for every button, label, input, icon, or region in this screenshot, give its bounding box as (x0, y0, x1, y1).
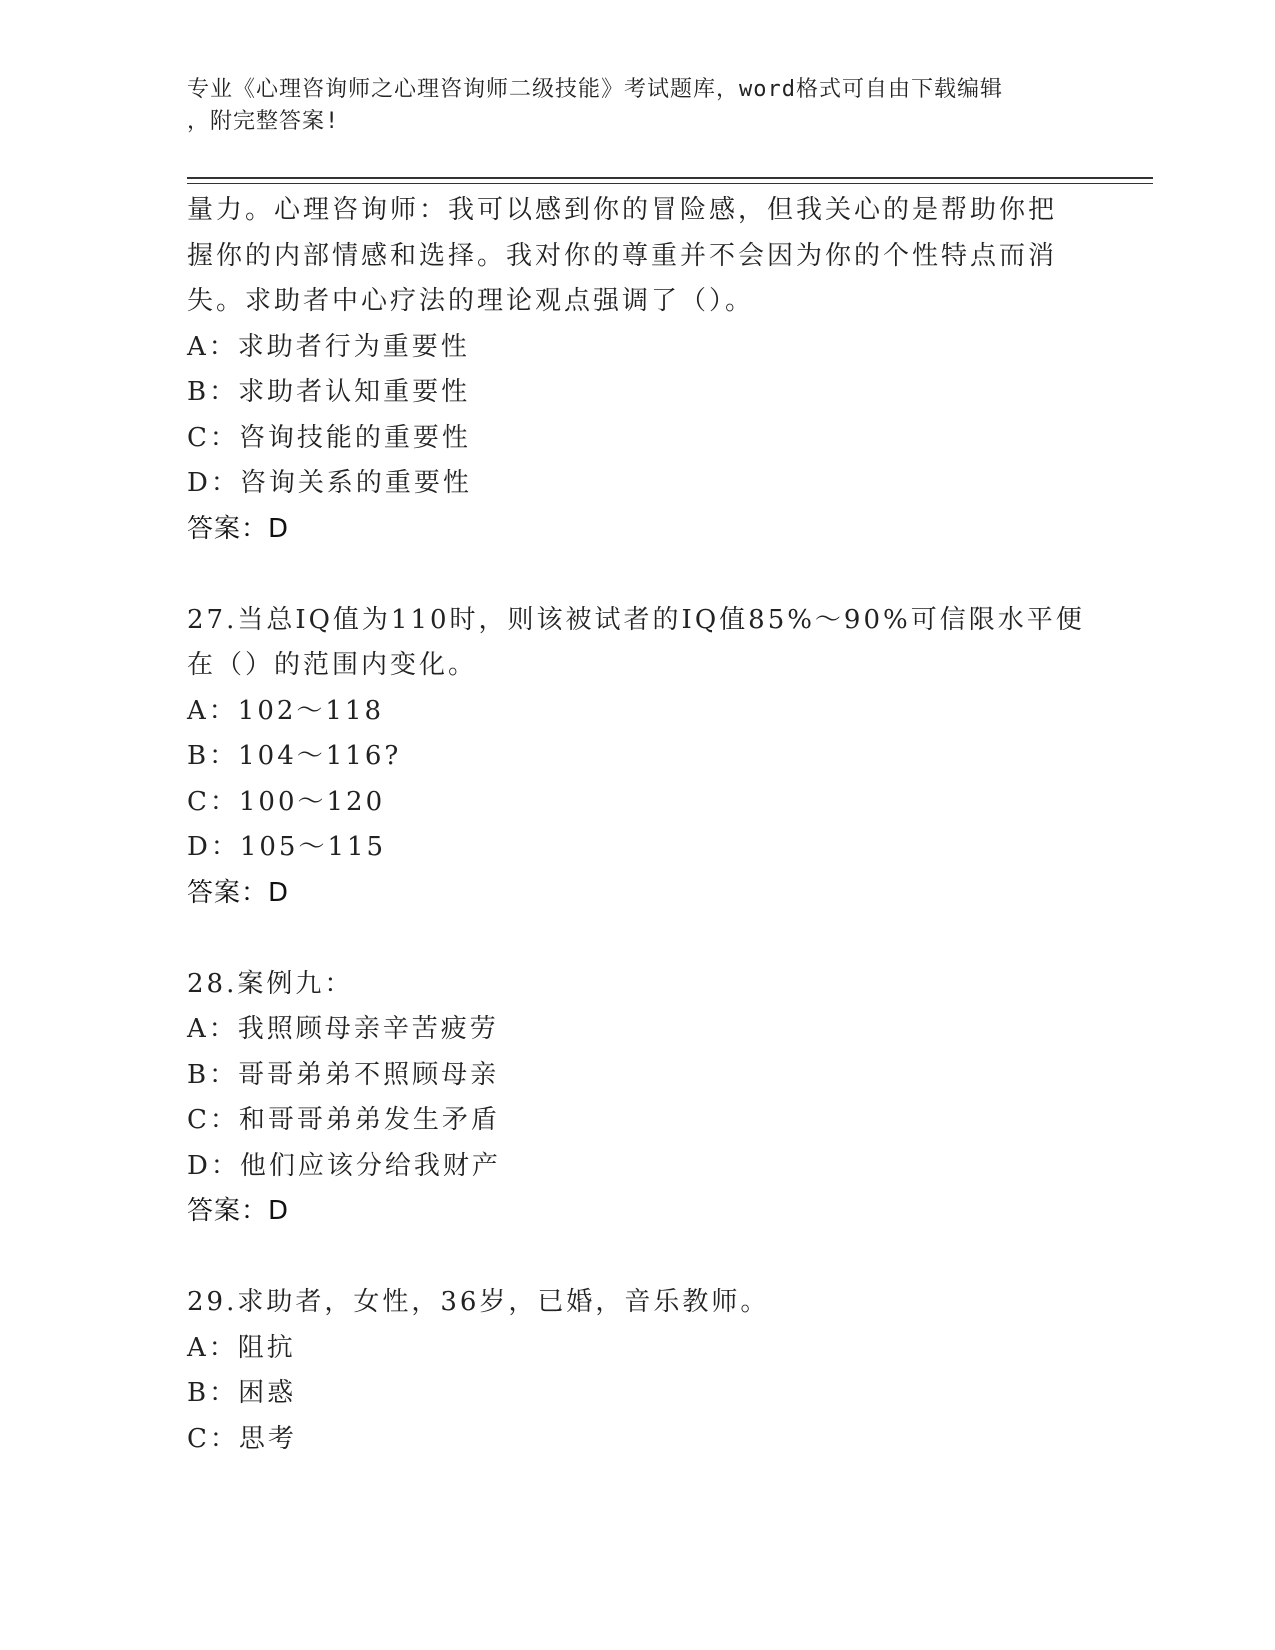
option-b: B：104～116? (187, 741, 402, 771)
question-27 (187, 598, 1087, 917)
spacer (187, 552, 1087, 598)
question-text-line: 27.当总IQ值为110时，则该被试者的IQ值85%～90%可信限水平便 (187, 604, 1085, 635)
option-d: D：他们应该分给我财产 (187, 1150, 501, 1181)
question-text-line: 失。求助者中心疗法的理论观点强调了（）。 (187, 286, 755, 316)
question-28 (187, 962, 1087, 1235)
page-header (187, 74, 1087, 138)
header-line-2: ，附完整答案! (187, 109, 340, 134)
spacer (187, 1235, 1087, 1281)
spacer (187, 916, 1087, 962)
question-fragment (187, 188, 1087, 552)
answer-line: 答案：D (187, 877, 290, 908)
option-c: C：和哥哥弟弟发生矛盾 (187, 1105, 500, 1135)
option-a: A：我照顾母亲辛苦疲劳 (187, 1014, 499, 1044)
header-line-1: 专业《心理咨询师之心理咨询师二级技能》考试题库，word格式可自由下载编辑 (187, 77, 1003, 102)
option-b: B：哥哥弟弟不照顾母亲 (187, 1059, 500, 1090)
question-text-line: 握你的内部情感和选择。我对你的尊重并不会因为你的个性特点而消 (187, 240, 1058, 271)
question-text-line: 28.案例九： (187, 968, 354, 999)
header-divider-thin (187, 183, 1153, 184)
option-d: D：105～115 (187, 832, 387, 862)
answer-line: 答案：D (187, 1196, 290, 1226)
option-c: C：100～120 (187, 786, 386, 817)
answer-line: 答案：D (187, 513, 290, 544)
option-c: C：咨询技能的重要性 (187, 422, 471, 453)
document-body (187, 188, 1087, 1462)
header-divider-thick (187, 177, 1153, 179)
option-d: D：咨询关系的重要性 (187, 468, 472, 498)
option-a: A：求助者行为重要性 (187, 331, 470, 362)
option-c: C：思考 (187, 1423, 297, 1454)
option-a: A：阻抗 (187, 1332, 296, 1363)
option-a: A：102～118 (187, 695, 385, 726)
option-b: B：困惑 (187, 1378, 297, 1408)
question-29 (187, 1280, 1087, 1462)
question-text-line: 29.求助者，女性，36岁，已婚，音乐教师。 (187, 1287, 770, 1317)
question-text-line: 量力。心理咨询师：我可以感到你的冒险感，但我关心的是帮助你把 (187, 195, 1058, 225)
option-b: B：求助者认知重要性 (187, 377, 471, 407)
question-text-line: 在（）的范围内变化。 (187, 650, 478, 680)
